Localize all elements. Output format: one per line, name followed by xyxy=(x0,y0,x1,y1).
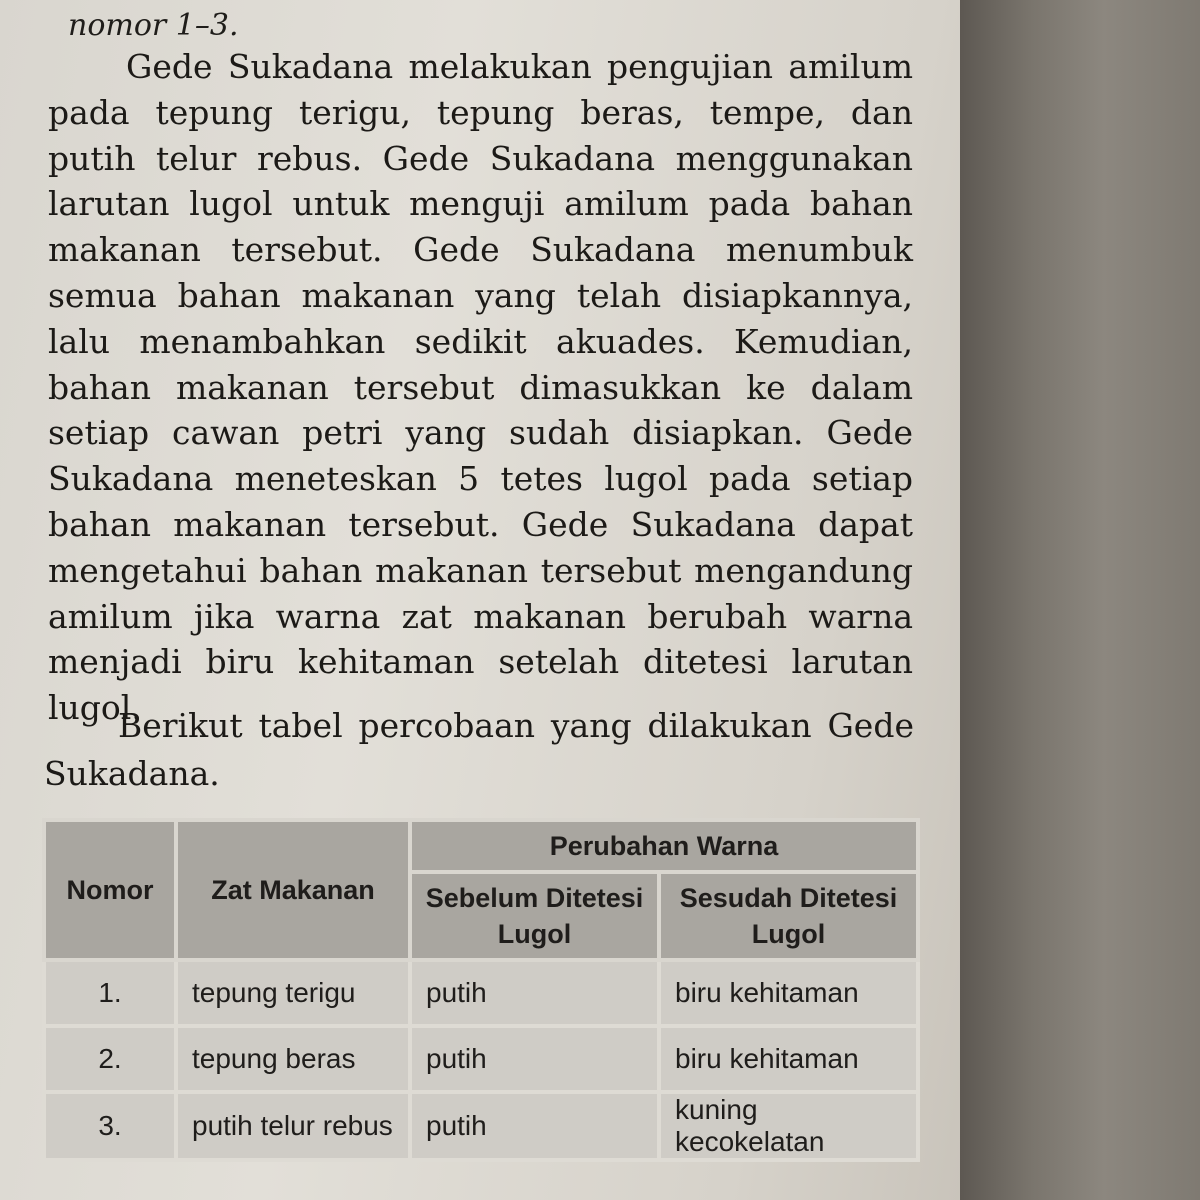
cell-nomor: 2. xyxy=(44,1026,176,1092)
body-paragraph: Gede Sukadana melakukan pengujian amilum pada tepung terigu, tepung beras, tempe, dan putih telur rebus. Gede Sukadana menggunakan larutan lugol untuk menguji amilum pada bahan makanan tersebut. Gede Sukadana menumbuk semua bahan makanan yang telah disiapkannya, lalu menambahkan sedikit akuades. Kemudian, bahan makanan tersebut dimasukkan ke dalam setiap cawan petri yang sudah disiapkan. Gede Sukadana meneteskan 5 tetes lugol pada setiap bahan makanan tersebut. Gede Sukadana dapat mengetahui bahan makanan tersebut mengandung amilum jika warna zat makanan berubah warna menjadi biru kehitaman setelah ditetesi larutan lugol. xyxy=(48,47,913,728)
table-row xyxy=(44,960,918,1026)
cell-zat: putih telur rebus xyxy=(176,1092,410,1160)
experiment-table xyxy=(42,818,920,1162)
cell-sebelum: putih xyxy=(410,960,659,1026)
cell-sebelum: putih xyxy=(410,1026,659,1092)
section-heading-fragment: nomor 1–3. xyxy=(68,8,239,43)
background-shadow xyxy=(960,0,1200,1200)
cell-zat: tepung terigu xyxy=(176,960,410,1026)
header-sesudah: Sesudah Ditetesi Lugol xyxy=(659,872,918,960)
table-row xyxy=(44,1092,918,1160)
header-nomor: Nomor xyxy=(44,820,176,960)
header-zat-makanan: Zat Makanan xyxy=(176,820,410,960)
table-row xyxy=(44,1026,918,1092)
cell-sesudah: biru kehitaman xyxy=(659,1026,918,1092)
header-perubahan-warna: Perubahan Warna xyxy=(410,820,918,872)
table-intro-paragraph: Berikut tabel percobaan yang dilakukan Gede Sukadana. xyxy=(44,706,914,793)
cell-sesudah: biru kehitaman xyxy=(659,960,918,1026)
cell-nomor: 3. xyxy=(44,1092,176,1160)
cell-zat: tepung beras xyxy=(176,1026,410,1092)
cell-nomor: 1. xyxy=(44,960,176,1026)
cell-sebelum: putih xyxy=(410,1092,659,1160)
header-sebelum: Sebelum Ditetesi Lugol xyxy=(410,872,659,960)
cell-sesudah: kuning kecokelatan xyxy=(659,1092,918,1160)
